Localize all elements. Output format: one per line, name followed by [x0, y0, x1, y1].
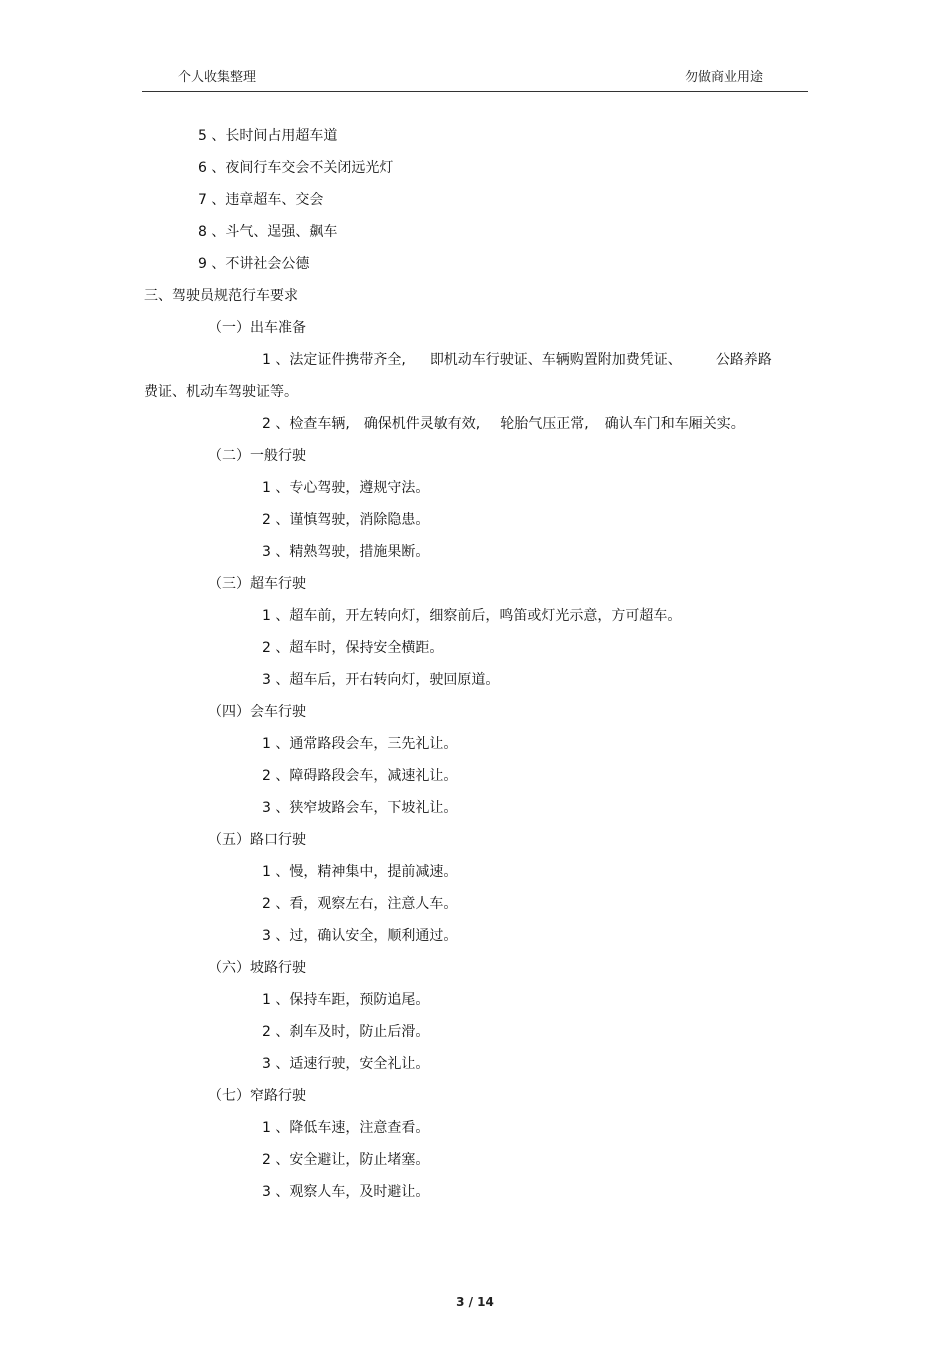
subsection-heading: （五）路口行驶 — [208, 832, 306, 848]
subsection-heading: （三）超车行驶 — [208, 576, 306, 592]
list-item: 7 、违章超车、交会 — [198, 192, 324, 208]
page-number: 3 / 14 — [456, 1295, 494, 1309]
list-item: 1 、保持车距，预防追尾。 — [262, 992, 430, 1008]
list-item: 3 、观察人车，及时避让。 — [262, 1184, 430, 1200]
list-item: 1 、通常路段会车，三先礼让。 — [262, 736, 458, 752]
list-item: 1 、专心驾驶，遵规守法。 — [262, 480, 430, 496]
list-item: 3 、适速行驶，安全礼让。 — [262, 1056, 430, 1072]
list-item: 2 、看，观察左右，注意人车。 — [262, 896, 458, 912]
header-left-text: 个人收集整理 — [178, 70, 257, 85]
document-body — [144, 120, 808, 1208]
list-item: 1 、降低车速，注意查看。 — [262, 1120, 430, 1136]
subsection-heading: （二）一般行驶 — [208, 448, 306, 464]
paragraph — [144, 408, 808, 440]
list-item: 2 、障碍路段会车，减速礼让。 — [262, 768, 458, 784]
paragraph-segment: 费证、机动车驾驶证等。 — [144, 384, 298, 400]
list-item: 5 、长时间占用超车道 — [198, 128, 338, 144]
list-item: 1 、慢，精神集中，提前减速。 — [262, 864, 458, 880]
list-item: 1 、超车前，开左转向灯，细察前后，鸣笛或灯光示意，方可超车。 — [262, 608, 682, 624]
list-item: 2 、安全避让，防止堵塞。 — [262, 1152, 430, 1168]
list-item: 8 、斗气、逞强、飙车 — [198, 224, 338, 240]
paragraph-segment: 轮胎气压正常, — [500, 416, 589, 432]
section-heading: 三、驾驶员规范行车要求 — [144, 288, 298, 304]
subsection-heading: （七）窄路行驶 — [208, 1088, 306, 1104]
paragraph — [144, 344, 808, 408]
subsection-heading: （一）出车准备 — [208, 320, 306, 336]
list-item: 6 、夜间行车交会不关闭远光灯 — [198, 160, 394, 176]
list-item: 2 、谨慎驾驶，消除隐患。 — [262, 512, 430, 528]
paragraph-segment: 公路养路 — [715, 352, 772, 368]
subsection-heading: （四）会车行驶 — [208, 704, 306, 720]
paragraph-segment: 即机动车行驶证、车辆购置附加费凭证、 — [429, 352, 682, 368]
list-item: 3 、精熟驾驶，措施果断。 — [262, 544, 430, 560]
list-item: 3 、过，确认安全，顺利通过。 — [262, 928, 458, 944]
paragraph-segment: 1 、法定证件携带齐全, — [262, 352, 406, 368]
header-right-text: 勿做商业用途 — [684, 70, 763, 85]
subsection-heading: （六）坡路行驶 — [208, 960, 306, 976]
list-item: 9 、不讲社会公德 — [198, 256, 310, 272]
paragraph-segment: 2 、检查车辆, — [262, 416, 350, 432]
list-item: 2 、刹车及时，防止后滑。 — [262, 1024, 430, 1040]
list-item: 3 、超车后，开右转向灯，驶回原道。 — [262, 672, 500, 688]
list-item: 2 、超车时，保持安全横距。 — [262, 640, 444, 656]
paragraph-segment: 确保机件灵敏有效, — [363, 416, 481, 432]
header-divider — [142, 91, 808, 92]
paragraph-segment: 确认车门和车厢关实。 — [604, 416, 745, 432]
list-item: 3 、狭窄坡路会车，下坡礼让。 — [262, 800, 458, 816]
